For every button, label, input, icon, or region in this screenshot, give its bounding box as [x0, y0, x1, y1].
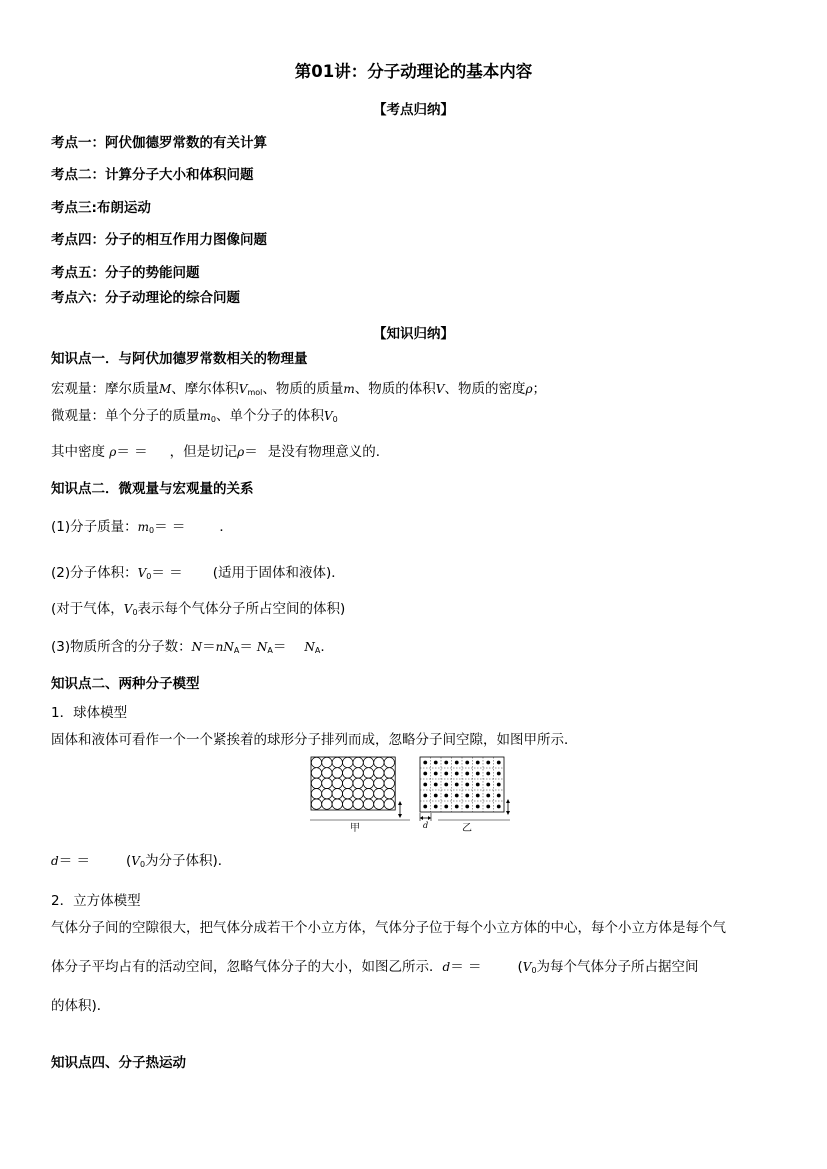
kaodian-heading: 【考点归纳】 [373, 102, 454, 118]
sphere-molecule [363, 799, 373, 809]
gas-molecule-dot [444, 761, 448, 765]
var-m0: m [199, 409, 211, 423]
gas-molecule-dot [486, 761, 490, 765]
sphere-molecule [311, 789, 321, 799]
sphere-molecule [353, 778, 363, 788]
sphere-molecule [322, 768, 332, 778]
cube-eq: ＝ ＝ [450, 959, 482, 975]
sphere-molecule [374, 757, 384, 767]
molecule-volume-line [51, 564, 345, 586]
arrow-left-icon [420, 816, 423, 820]
var-m: m [343, 382, 355, 396]
kaodian-item-5: 考点五：分子的势能问题 [51, 265, 200, 281]
cube-line2-t1: 体分子平均占有的活动空间，忽略气体分子的大小，如图乙所示． [51, 959, 443, 975]
gas-molecule-dot [444, 772, 448, 776]
arrow-down-icon [506, 811, 510, 815]
volume-eq: ＝ ＝ [151, 565, 183, 581]
sub-A: A [314, 646, 321, 655]
count-end: . [320, 639, 325, 655]
micro-quantities-line [51, 407, 338, 429]
density-eq: ＝ ＝ [116, 444, 148, 460]
label-jia: 甲 [350, 823, 360, 834]
cube-model-heading: 2．立方体模型 [51, 893, 141, 909]
sphere-molecule [363, 757, 373, 767]
gas-molecule-dot [497, 805, 501, 809]
var-d: d [442, 960, 451, 974]
kaodian-item-1: 考点一：阿伏伽德罗常数的有关计算 [51, 135, 267, 151]
macro-prefix: 宏观量：摩尔质量 [51, 381, 159, 397]
macro-t5: ； [532, 381, 547, 397]
gas-note-t2: 表示每个气体分子所占空间的体积) [137, 601, 346, 617]
sphere-molecule [332, 778, 342, 788]
label-d: d [423, 821, 429, 830]
sphere-molecule [353, 757, 363, 767]
sphere-molecule [384, 768, 394, 778]
density-t3: 是没有物理意义的． [267, 444, 390, 460]
micro-prefix: 微观量：单个分子的质量 [51, 408, 200, 424]
sphere-model-heading: 1．球体模型 [51, 705, 128, 721]
gas-molecule-dot [434, 805, 438, 809]
gas-molecule-dot [486, 805, 490, 809]
molecule-models-svg [310, 756, 520, 834]
cube-paren: ( [517, 959, 523, 975]
gas-molecule-dot [423, 761, 427, 765]
sphere-molecule [322, 757, 332, 767]
gas-molecule-dot [455, 805, 459, 809]
volume-label: (2)分子体积： [51, 565, 138, 581]
arrow-right-icon [428, 816, 431, 820]
sub-0: 0 [149, 526, 155, 535]
gas-molecule-dot [423, 783, 427, 787]
var-V0: V [323, 409, 333, 423]
gas-molecule-dot [476, 783, 480, 787]
sphere-molecule [311, 778, 321, 788]
gas-molecule-dot [497, 794, 501, 798]
cube-note: 为每个气体分子所占据空间 [536, 959, 699, 975]
gas-molecule-dot [455, 794, 459, 798]
gas-molecule-dot [465, 772, 469, 776]
gas-molecule-dot [444, 783, 448, 787]
macro-t3: 、物质的体积 [354, 381, 436, 397]
sphere-molecule [311, 768, 321, 778]
macro-t1: 、摩尔体积 [171, 381, 239, 397]
density-line [51, 443, 389, 461]
page-title: 第01讲：分子动理论的基本内容 [294, 62, 533, 81]
sphere-molecule [363, 778, 373, 788]
gas-molecule-dot [444, 805, 448, 809]
label-yi: 乙 [462, 823, 472, 834]
sphere-model-desc: 固体和液体可看作一个一个紧挨着的球形分子排列而成，忽略分子间空隙，如图甲所示． [51, 732, 578, 748]
sphere-molecule [332, 789, 342, 799]
sphere-molecule [384, 799, 394, 809]
gas-molecule-dot [455, 772, 459, 776]
sphere-molecule [322, 789, 332, 799]
sub-A: A [233, 646, 240, 655]
sub-0: 0 [332, 415, 338, 424]
sub-mol: mol [247, 388, 263, 397]
kaodian-item-6: 考点六：分子动理论的综合问题 [51, 290, 240, 306]
sphere-molecule [322, 799, 332, 809]
sphere-molecule [343, 799, 353, 809]
gas-molecule-dot [465, 783, 469, 787]
sphere-molecule [353, 789, 363, 799]
zhishi-heading: 【知识归纳】 [373, 326, 454, 342]
sphere-molecule [374, 799, 384, 809]
sphere-note: 为分子体积)． [145, 853, 232, 869]
gas-molecule-dot [486, 783, 490, 787]
var-M: M [159, 382, 172, 396]
gas-molecule-dot [455, 761, 459, 765]
gas-molecule-dot [423, 805, 427, 809]
gas-molecule-dot [497, 772, 501, 776]
gas-molecule-dot [423, 794, 427, 798]
sub-0: 0 [146, 572, 152, 581]
molecule-count-line [51, 638, 325, 660]
var-NA: N [223, 640, 234, 654]
cube-model-line3: 的体积)． [51, 998, 111, 1014]
arrow-down-icon [398, 814, 402, 818]
kp4-heading: 知识点四、分子热运动 [51, 1055, 186, 1071]
gas-molecule-dot [434, 783, 438, 787]
density-t1: 其中密度 [51, 444, 105, 460]
sphere-molecule [384, 789, 394, 799]
var-V0: V [137, 566, 147, 580]
sphere-formula-line [51, 852, 231, 874]
mass-eq: ＝ ＝ [154, 519, 186, 535]
sphere-molecule [374, 789, 384, 799]
sphere-molecule [332, 757, 342, 767]
gas-molecule-dot [434, 761, 438, 765]
gas-molecule-dot [476, 794, 480, 798]
gas-note-t1: (对于气体， [51, 601, 124, 617]
sub-0: 0 [139, 860, 146, 869]
gas-molecule-dot [465, 761, 469, 765]
sub-A: A [267, 646, 273, 655]
kaodian-item-3: 考点三:布朗运动 [51, 200, 151, 216]
gas-molecule-dot [486, 772, 490, 776]
var-N: N [191, 640, 203, 654]
cube-model-line1: 气体分子间的空隙很大，把气体分成若干个小立方体，气体分子位于每个小立方体的中心，每个小立方体是每个气 [51, 920, 726, 936]
sphere-molecule [363, 789, 373, 799]
sphere-molecule [343, 789, 353, 799]
sphere-molecule [353, 799, 363, 809]
molecule-models-figure [310, 756, 520, 834]
cube-grid [420, 757, 504, 812]
gas-molecule-dot [455, 783, 459, 787]
gas-molecule-dot [476, 805, 480, 809]
gas-molecule-dot [465, 805, 469, 809]
kaodian-item-4: 考点四：分子的相互作用力图像问题 [51, 232, 267, 248]
sub-0: 0 [531, 966, 537, 975]
count-eq1: ＝ [202, 639, 216, 655]
gas-molecule-dot [444, 794, 448, 798]
var-V: V [435, 382, 445, 396]
var-V0: V [131, 854, 140, 868]
gas-molecule-dot [434, 794, 438, 798]
gas-molecule-dot [497, 783, 501, 787]
var-NA: N [256, 640, 268, 654]
var-rho: ρ [525, 382, 533, 396]
micro-t1: 、单个分子的体积 [215, 408, 324, 424]
kp2-heading: 知识点二．微观量与宏观量的关系 [51, 481, 254, 497]
mass-label: (1)分子质量： [51, 519, 138, 535]
sphere-eq: ＝ ＝ [58, 853, 90, 869]
gas-molecule-dot [476, 772, 480, 776]
molecule-mass-line [51, 518, 233, 540]
sphere-molecule [374, 778, 384, 788]
gas-molecule-dot [465, 794, 469, 798]
count-label: (3)物质所含的分子数： [51, 639, 192, 655]
sphere-paren: ( [125, 853, 132, 869]
var-rho: ρ [109, 445, 117, 459]
sphere-molecule [343, 768, 353, 778]
var-n: n [215, 640, 224, 654]
sphere-molecule [332, 768, 342, 778]
gas-molecule-dot [476, 761, 480, 765]
sub-0: 0 [210, 415, 216, 424]
sphere-molecule [332, 799, 342, 809]
sphere-grid [311, 757, 395, 810]
kaodian-item-2: 考点二：计算分子大小和体积问题 [51, 167, 254, 183]
arrow-up-icon [506, 799, 510, 803]
var-m0: m [137, 520, 150, 534]
sphere-molecule [353, 768, 363, 778]
sphere-molecule [322, 778, 332, 788]
var-Vmol: V [238, 382, 248, 396]
var-V0: V [123, 602, 133, 616]
sub-0: 0 [132, 608, 138, 617]
gas-note-line [51, 600, 345, 622]
sphere-molecule [384, 778, 394, 788]
var-rho: ρ [237, 445, 245, 459]
kp3-heading: 知识点二、两种分子模型 [51, 676, 200, 692]
mass-end: ． [219, 519, 233, 535]
kp1-heading: 知识点一．与阿伏加德罗常数相关的物理量 [51, 351, 308, 367]
density-t2: ，但是切记 [169, 444, 238, 460]
sphere-molecule [384, 757, 394, 767]
gas-molecule-dot [423, 772, 427, 776]
sphere-molecule [311, 799, 321, 809]
cube-model-line2 [51, 958, 699, 980]
volume-note: (适用于固体和液体)． [212, 565, 345, 581]
macro-t2: 、物质的质量 [262, 381, 344, 397]
var-NA: N [304, 640, 315, 654]
gas-molecule-dot [434, 772, 438, 776]
sphere-molecule [343, 778, 353, 788]
macro-t4: 、物质的密度 [444, 381, 526, 397]
sphere-molecule [363, 768, 373, 778]
arrow-up-icon [398, 801, 402, 805]
density-eq2: ＝ [244, 444, 258, 460]
count-eq2: ＝ [239, 639, 253, 655]
count-eq3: ＝ [272, 639, 287, 655]
gas-molecule-dot [497, 761, 501, 765]
sphere-molecule [374, 768, 384, 778]
macro-quantities-line [51, 380, 546, 402]
sphere-molecule [343, 757, 353, 767]
gas-molecule-dot [486, 794, 490, 798]
sphere-molecule [311, 757, 321, 767]
var-d: d [51, 854, 59, 868]
var-V0: V [522, 960, 532, 974]
